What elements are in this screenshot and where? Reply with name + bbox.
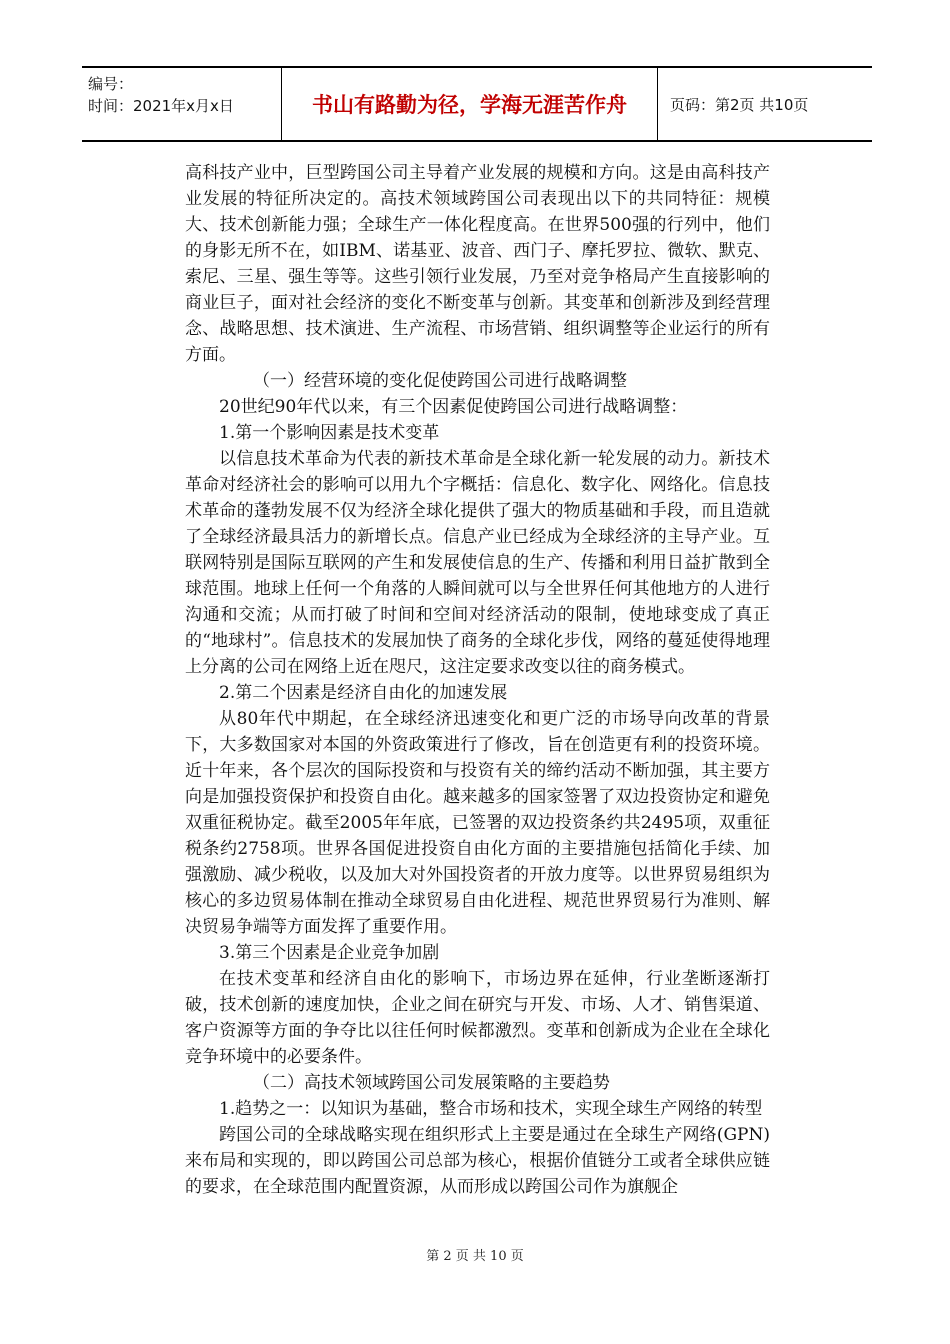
subsection-heading: 3.第三个因素是企业竞争加剧 <box>219 943 440 963</box>
document-header <box>82 66 872 142</box>
paragraph: 20世纪90年代以来，有三个因素促使跨国公司进行战略调整： <box>219 397 688 417</box>
subsection-heading: 1.趋势之一：以知识为基础，整合市场和技术，实现全球生产网络的转型 <box>219 1099 763 1119</box>
header-meta <box>82 68 282 140</box>
header-page-info: 页码：第2页 共10页 <box>670 95 809 114</box>
paragraph: 从80年代中期起，在全球经济迅速变化和更广泛的市场导向改革的背景下，大多数国家对本国的外资政策进行了修改，旨在创造更有利的投资环境。近十年来，各个层次的国际投资和与投资有关的缔约活动不断加强，其主要方向是加强投资保护和投资自由化。越来越多的国家签署了双边投资协定和避免双重征税协定。截至2005年年底，已签署的双边投资条约共2495项，双重征税条约2758项。世界各国促进投资自由化方面的主要措施包括简化手续、加强激励、减少税收，以及加大对外国投资者的开放力度等。以世界贸易组织为核心的多边贸易体制在推动全球贸易自由化进程、规范世界贸易行为准则、解决贸易争端等方面发挥了重要作用。 <box>185 709 770 937</box>
header-motto: 书山有路勤为径，学海无涯苦作舟 <box>282 68 658 140</box>
paragraph: 以信息技术革命为代表的新技术革命是全球化新一轮发展的动力。新技术革命对经济社会的影响可以用九个字概括：信息化、数字化、网络化。信息技术革命的蓬勃发展不仅为经济全球化提供了强大的物质基础和手段，而且造就了全球经济最具活力的新增长点。信息产业已经成为全球经济的主导产业。互联网特别是国际互联网的产生和发展使信息的生产、传播和利用日益扩散到全球范围。地球上任何一个角落的人瞬间就可以与全世界任何其他地方的人进行沟通和交流；从而打破了时间和空间对经济活动的限制，使地球变成了真正的“地球村”。信息技术的发展加快了商务的全球化步伐，网络的蔓延使得地理上分离的公司在网络上近在咫尺，这注定要求改变以往的商务模式。 <box>185 449 770 677</box>
section-heading: （二）高技术领域跨国公司发展策略的主要趋势 <box>253 1073 610 1093</box>
paragraph: 高科技产业中，巨型跨国公司主导着产业发展的规模和方向。这是由高科技产业发展的特征所决定的。高技术领域跨国公司表现出以下的共同特征：规模大、技术创新能力强；全球生产一体化程度高。在世界500强的行列中，他们的身影无所不在，如IBM、诺基亚、波音、西门子、摩托罗拉、微软、默克、索尼、三星、强生等等。这些引领行业发展，乃至对竞争格局产生直接影响的商业巨子，面对社会经济的变化不断变革与创新。其变革和创新涉及到经营理念、战略思想、技术演进、生产流程、市场营销、组织调整等企业运行的所有方面。 <box>185 163 770 365</box>
subsection-heading: 1.第一个影响因素是技术变革 <box>219 423 440 443</box>
section-heading: （一）经营环境的变化促使跨国公司进行战略调整 <box>253 371 627 391</box>
subsection-heading: 2.第二个因素是经济自由化的加速发展 <box>219 683 508 703</box>
paragraph: 在技术变革和经济自由化的影响下，市场边界在延伸，行业垄断逐渐打破，技术创新的速度加快，企业之间在研究与开发、市场、人才、销售渠道、客户资源等方面的争夺比以往任何时候都激烈。变革和创新成为企业在全球化竞争环境中的必要条件。 <box>185 969 770 1067</box>
serial-label: 编号： <box>88 75 134 93</box>
document-body <box>185 160 770 1200</box>
page-footer: 第 2 页 共 10 页 <box>426 1249 524 1264</box>
paragraph: 跨国公司的全球战略实现在组织形式上主要是通过在全球生产网络(GPN)来布局和实现的，即以跨国公司总部为核心，根据价值链分工或者全球供应链的要求，在全球范围内配置资源，从而形成以跨国公司作为旗舰企 <box>185 1125 770 1197</box>
date-label: 时间：2021年x月x日 <box>88 97 234 115</box>
